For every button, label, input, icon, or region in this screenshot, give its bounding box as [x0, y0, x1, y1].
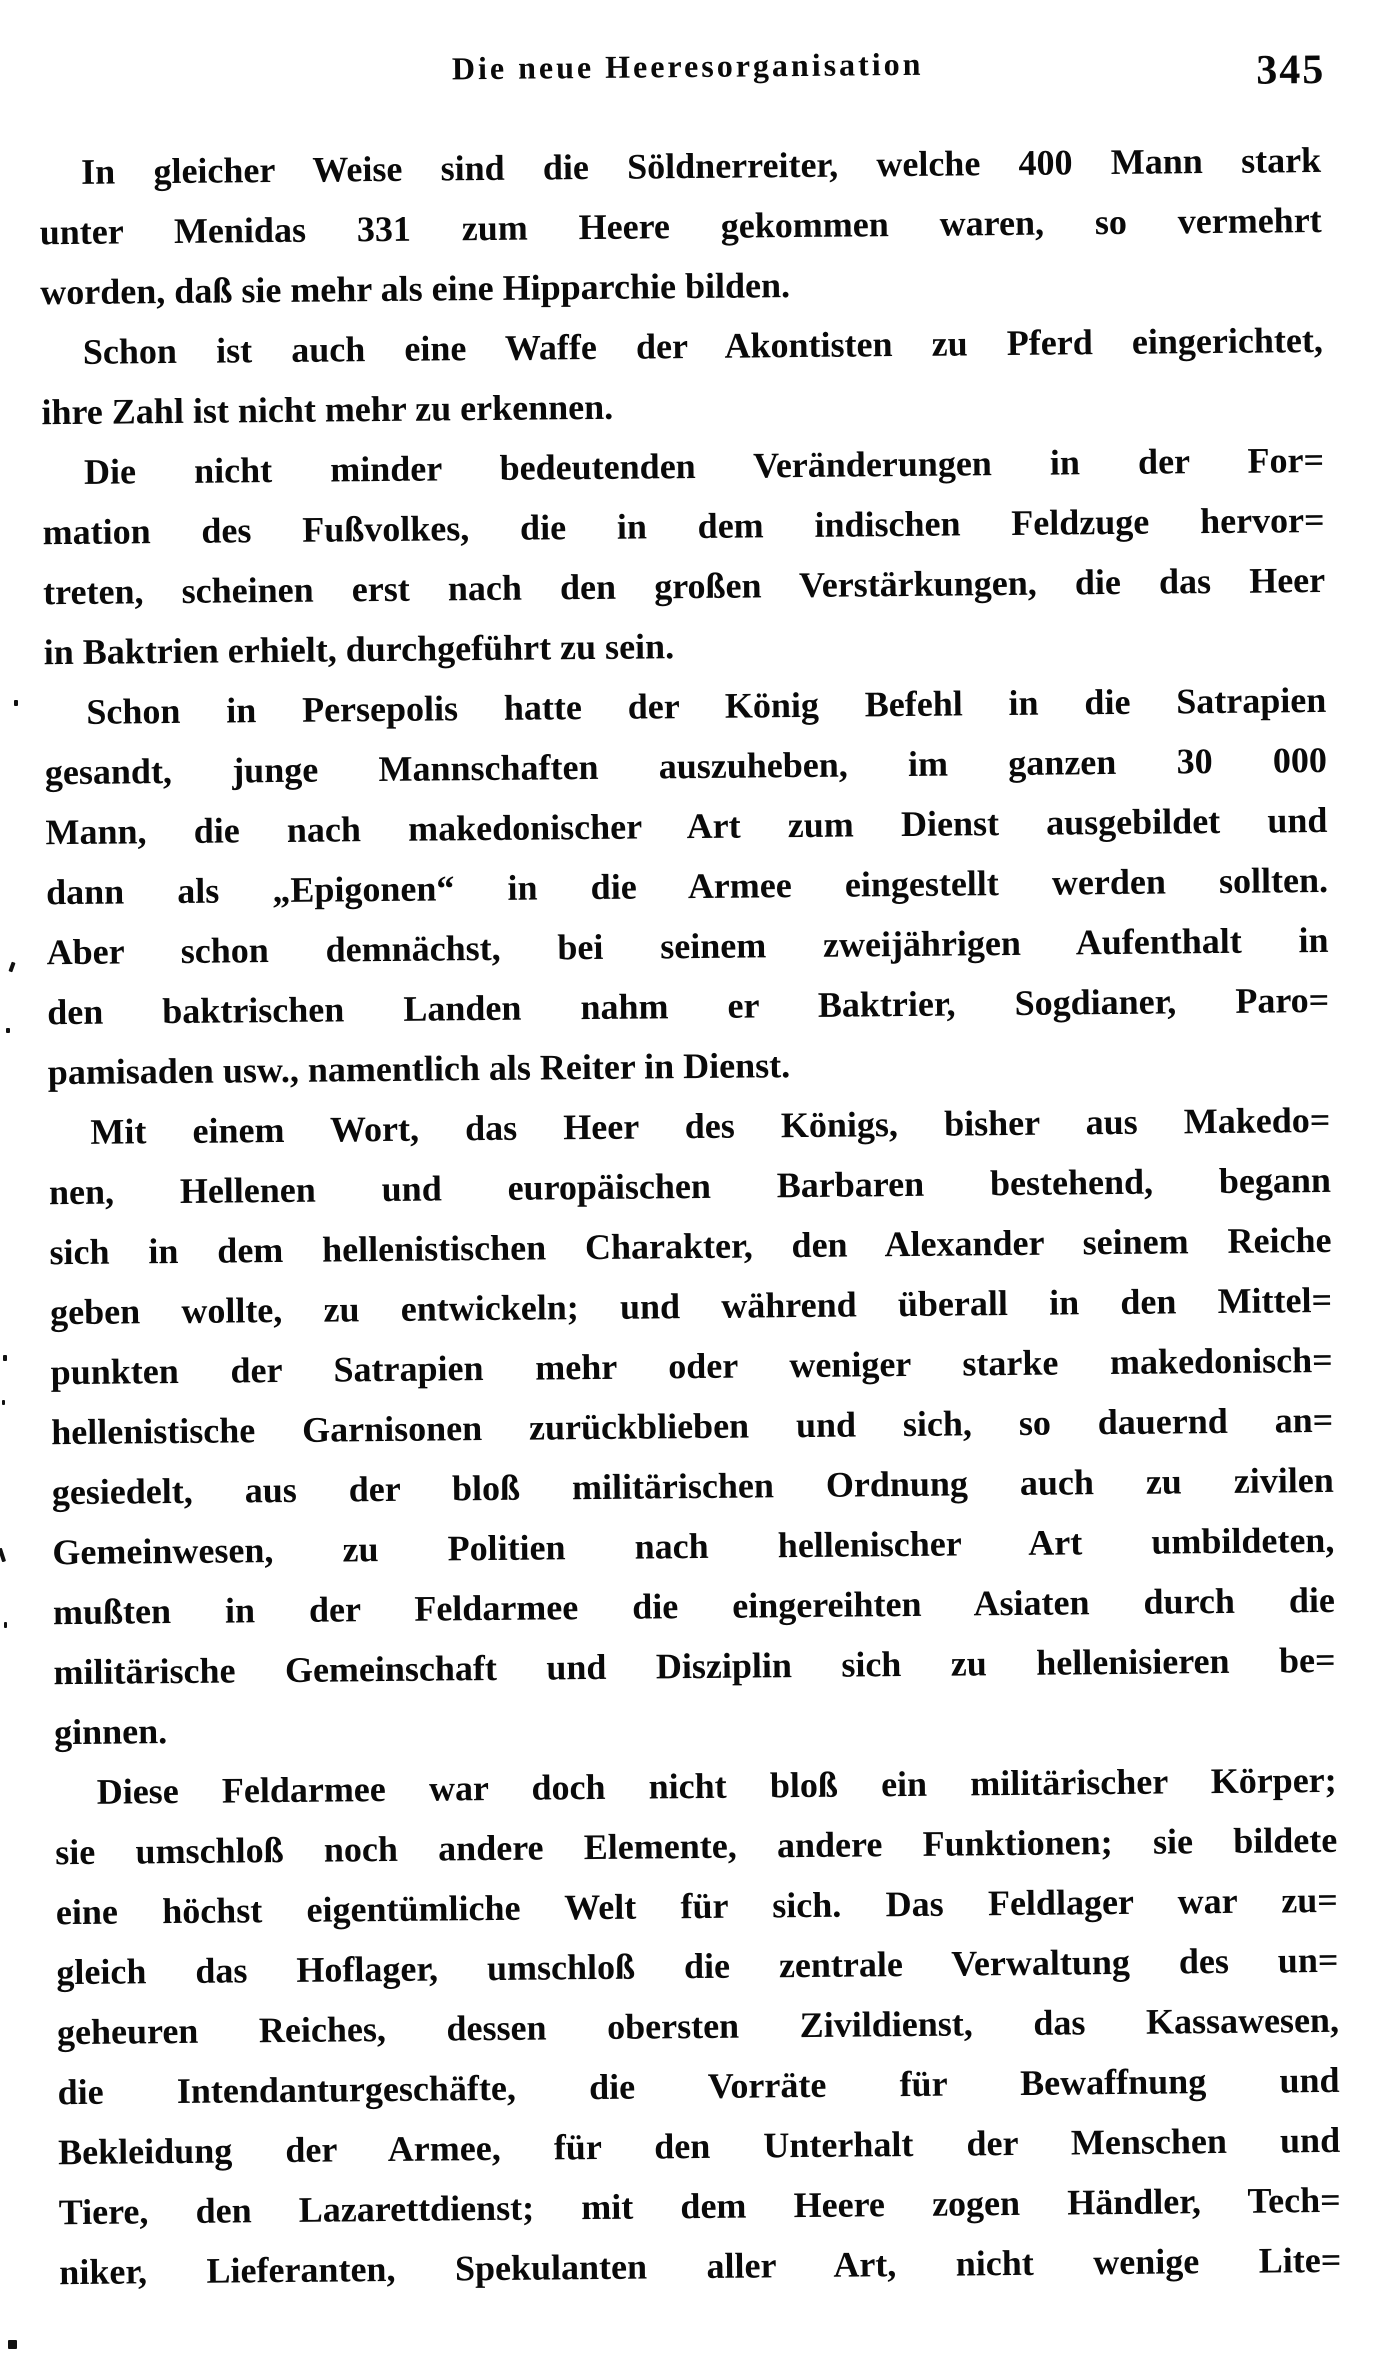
text-line: ihre Zahl ist nicht mehr zu erkennen. — [41, 386, 614, 433]
text-line: Mit einem Wort, das Heer des Königs, bisher aus Makedo= — [90, 1099, 1331, 1152]
scan-speck — [14, 700, 18, 706]
text-line: mation des Fußvolkes, die in dem indischen Feldzuge hervor= — [42, 499, 1325, 553]
text-line: Die nicht minder bedeutenden Veränderungen in der For= — [83, 439, 1325, 492]
text-line: sich in dem hellenistischen Charakter, den Alexander seinem Reiche — [49, 1219, 1332, 1273]
running-head — [0, 41, 1388, 118]
text-line: hellenistische Garnisonen zurückblieben und sich, so dauernd an= — [51, 1399, 1334, 1453]
text-line: den baktrischen Landen nahm er Baktrier, Sogdianer, Paro= — [47, 979, 1330, 1033]
paragraph — [54, 1750, 1341, 2302]
text-line: in Baktrien erhielt, durchgeführt zu sein. — [43, 626, 675, 673]
page-number: 345 — [1256, 46, 1326, 94]
text-line: geben wollte, zu entwickeln; und während überall in den Mittel= — [49, 1279, 1333, 1333]
text-line: gesiedelt, aus der bloß militärischen Ordnung auch zu zivilen — [51, 1459, 1334, 1513]
paragraph — [41, 310, 1324, 442]
text-line: Bekleidung der Armee, für den Unterhalt der Menschen und — [57, 2119, 1341, 2173]
body-text — [39, 130, 1342, 2302]
scan-speck — [3, 1355, 7, 1361]
text-line: Schon ist auch eine Waffe der Akontisten zu Pferd eingerichtet, — [82, 319, 1324, 372]
text-line: sie umschloß noch andere Elemente, andere Funktionen; sie bildete — [55, 1819, 1338, 1873]
text-line: die Intendanturgeschäfte, die Vorräte für Bewaffnung und — [57, 2059, 1340, 2113]
scan-speck — [8, 2340, 17, 2349]
text-line: Tiere, den Lazarettdienst; mit dem Heere zogen Händler, Tech= — [58, 2179, 1341, 2233]
scan-speck — [4, 1622, 7, 1628]
paragraph — [48, 1090, 1336, 1762]
text-line: niker, Lieferanten, Spekulanten aller Art, nicht wenige Lite= — [59, 2239, 1342, 2293]
text-line: In gleicher Weise sind die Söldnerreiter, welche 400 Mann stark — [80, 139, 1322, 192]
text-line: gesandt, junge Mannschaften auszuheben, im ganzen 30 000 — [44, 739, 1328, 793]
paragraph — [39, 130, 1323, 322]
text-line: treten, scheinen erst nach den großen Verstärkungen, die das Heer — [43, 559, 1326, 613]
text-line: geheuren Reiches, dessen obersten Zivildienst, das Kassawesen, — [56, 1999, 1340, 2053]
text-line: eine höchst eigentümliche Welt für sich. Das Feldlager war zu= — [55, 1879, 1338, 1933]
text-line: unter Menidas 331 zum Heere gekommen waren, so vermehrt — [39, 199, 1322, 253]
text-line: Mann, die nach makedonischer Art zum Dienst ausgebildet und — [45, 799, 1328, 853]
text-line: ginnen. — [53, 1711, 168, 1753]
text-line: dann als „Epigonen“ in die Armee eingestellt werden sollten. — [45, 859, 1329, 913]
paragraph — [42, 430, 1326, 682]
text-line: mußten in der Feldarmee die eingereihten Asiaten durch die — [52, 1579, 1336, 1633]
scan-speck — [6, 1028, 10, 1033]
scan-speck — [2, 1400, 5, 1405]
text-line: nen, Hellenen und europäischen Barbaren bestehend, begann — [48, 1159, 1332, 1213]
text-line: Diese Feldarmee war doch nicht bloß ein militärischer Körper; — [96, 1759, 1337, 1812]
text-line: Gemeinwesen, zu Politien nach hellenischer Art umbildeten, — [52, 1519, 1335, 1573]
text-line: Schon in Persepolis hatte der König Befehl in die Satrapien — [86, 679, 1327, 732]
text-line: Aber schon demnächst, bei seinem zweijährigen Aufenthalt in — [46, 919, 1329, 973]
paragraph — [44, 670, 1330, 1102]
text-line: pamisaden usw., namentlich als Reiter in Dienst. — [47, 1045, 791, 1093]
running-head-title: Die neue Heeresorganisation — [451, 45, 924, 87]
text-line: worden, daß sie mehr als eine Hipparchie bilden. — [40, 265, 791, 313]
text-line: punkten der Satrapien mehr oder weniger starke makedonisch= — [50, 1339, 1333, 1393]
text-line: militärische Gemeinschaft und Disziplin sich zu hellenisieren be= — [53, 1639, 1336, 1693]
text-line: gleich das Hoflager, umschloß die zentrale Verwaltung des un= — [56, 1939, 1339, 1993]
